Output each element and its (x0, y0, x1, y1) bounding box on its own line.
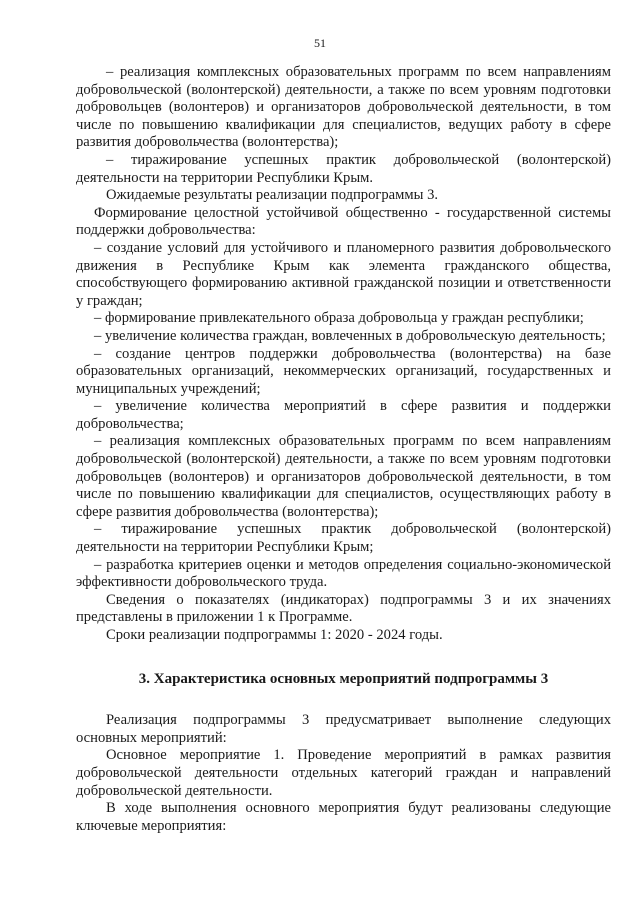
paragraph: – создание центров поддержки добровольчества (волонтерства) на базе образовательных организаций, некоммерческих организаций, государственных и муниципальных учреждений; (76, 345, 611, 397)
paragraph: – увеличение количества мероприятий в сфере развития и поддержки добровольчества; (76, 398, 611, 432)
section-heading: 3. Характеристика основных мероприятий подпрограммы 3 (138, 670, 549, 687)
paragraph: Сроки реализации подпрограммы 1: 2020 - 2024 годы. (106, 627, 443, 643)
paragraph: – тиражирование успешных практик добровольческой (волонтерской) деятельности на территории Республики Крым. (76, 151, 611, 186)
paragraph: Сведения о показателях (индикаторах) подпрограммы 3 и их значениях представлены в приложении 1 к Программе. (76, 591, 611, 626)
document-body (76, 64, 611, 835)
paragraph: – реализация комплексных образовательных программ по всем направлениям добровольческой (волонтерской) деятельности, а также по всем уровням подготовки добровольцев (волонтеров) и организаторов добровольческой деятельности, в том числе по повышению квалификации для специалистов, ведущих работу в сфере развития добровольчества (волонтерства); (76, 64, 611, 151)
page-number: 51 (314, 36, 326, 50)
paragraph: Формирование целостной устойчивой общественно - государственной системы поддержки добровольчества: (76, 204, 611, 239)
paragraph: Реализация подпрограммы 3 предусматривает выполнение следующих основных мероприятий: (76, 712, 611, 746)
paragraph: – тиражирование успешных практик добровольческой (волонтерской) деятельности на территории Республики Крым; (76, 521, 611, 556)
paragraph: В ходе выполнения основного мероприятия будут реализованы следующие ключевые мероприятия: (76, 800, 611, 834)
paragraph: Ожидаемые результаты реализации подпрограммы 3. (106, 187, 439, 204)
paragraph: – разработка критериев оценки и методов определения социально-экономической эффективности добровольческого труда. (76, 556, 611, 591)
paragraph: Основное мероприятие 1. Проведение мероприятий в рамках развития добровольческой деятельности отдельных категорий граждан и направлений добровольческой деятельности. (76, 747, 611, 799)
paragraph: – увеличение количества граждан, вовлеченных в добровольческую деятельность; (94, 327, 606, 344)
paragraph: – реализация комплексных образовательных программ по всем направлениям добровольческой (волонтерской) деятельности, а также по всем уровням подготовки добровольцев (волонтеров) и организаторов добровольческой деятельности, в том числе по повышению квалификации для специалистов, осуществляющих работу в сфере развития добровольчества (волонтерства); (76, 433, 611, 520)
paragraph: – формирование привлекательного образа добровольца у граждан республики; (94, 310, 584, 327)
paragraph: – создание условий для устойчивого и планомерного развития добровольческого движения в Республике Крым как элемента гражданского общества, способствующего формированию активной гражданской позиции и ответственности у граждан; (76, 239, 611, 309)
